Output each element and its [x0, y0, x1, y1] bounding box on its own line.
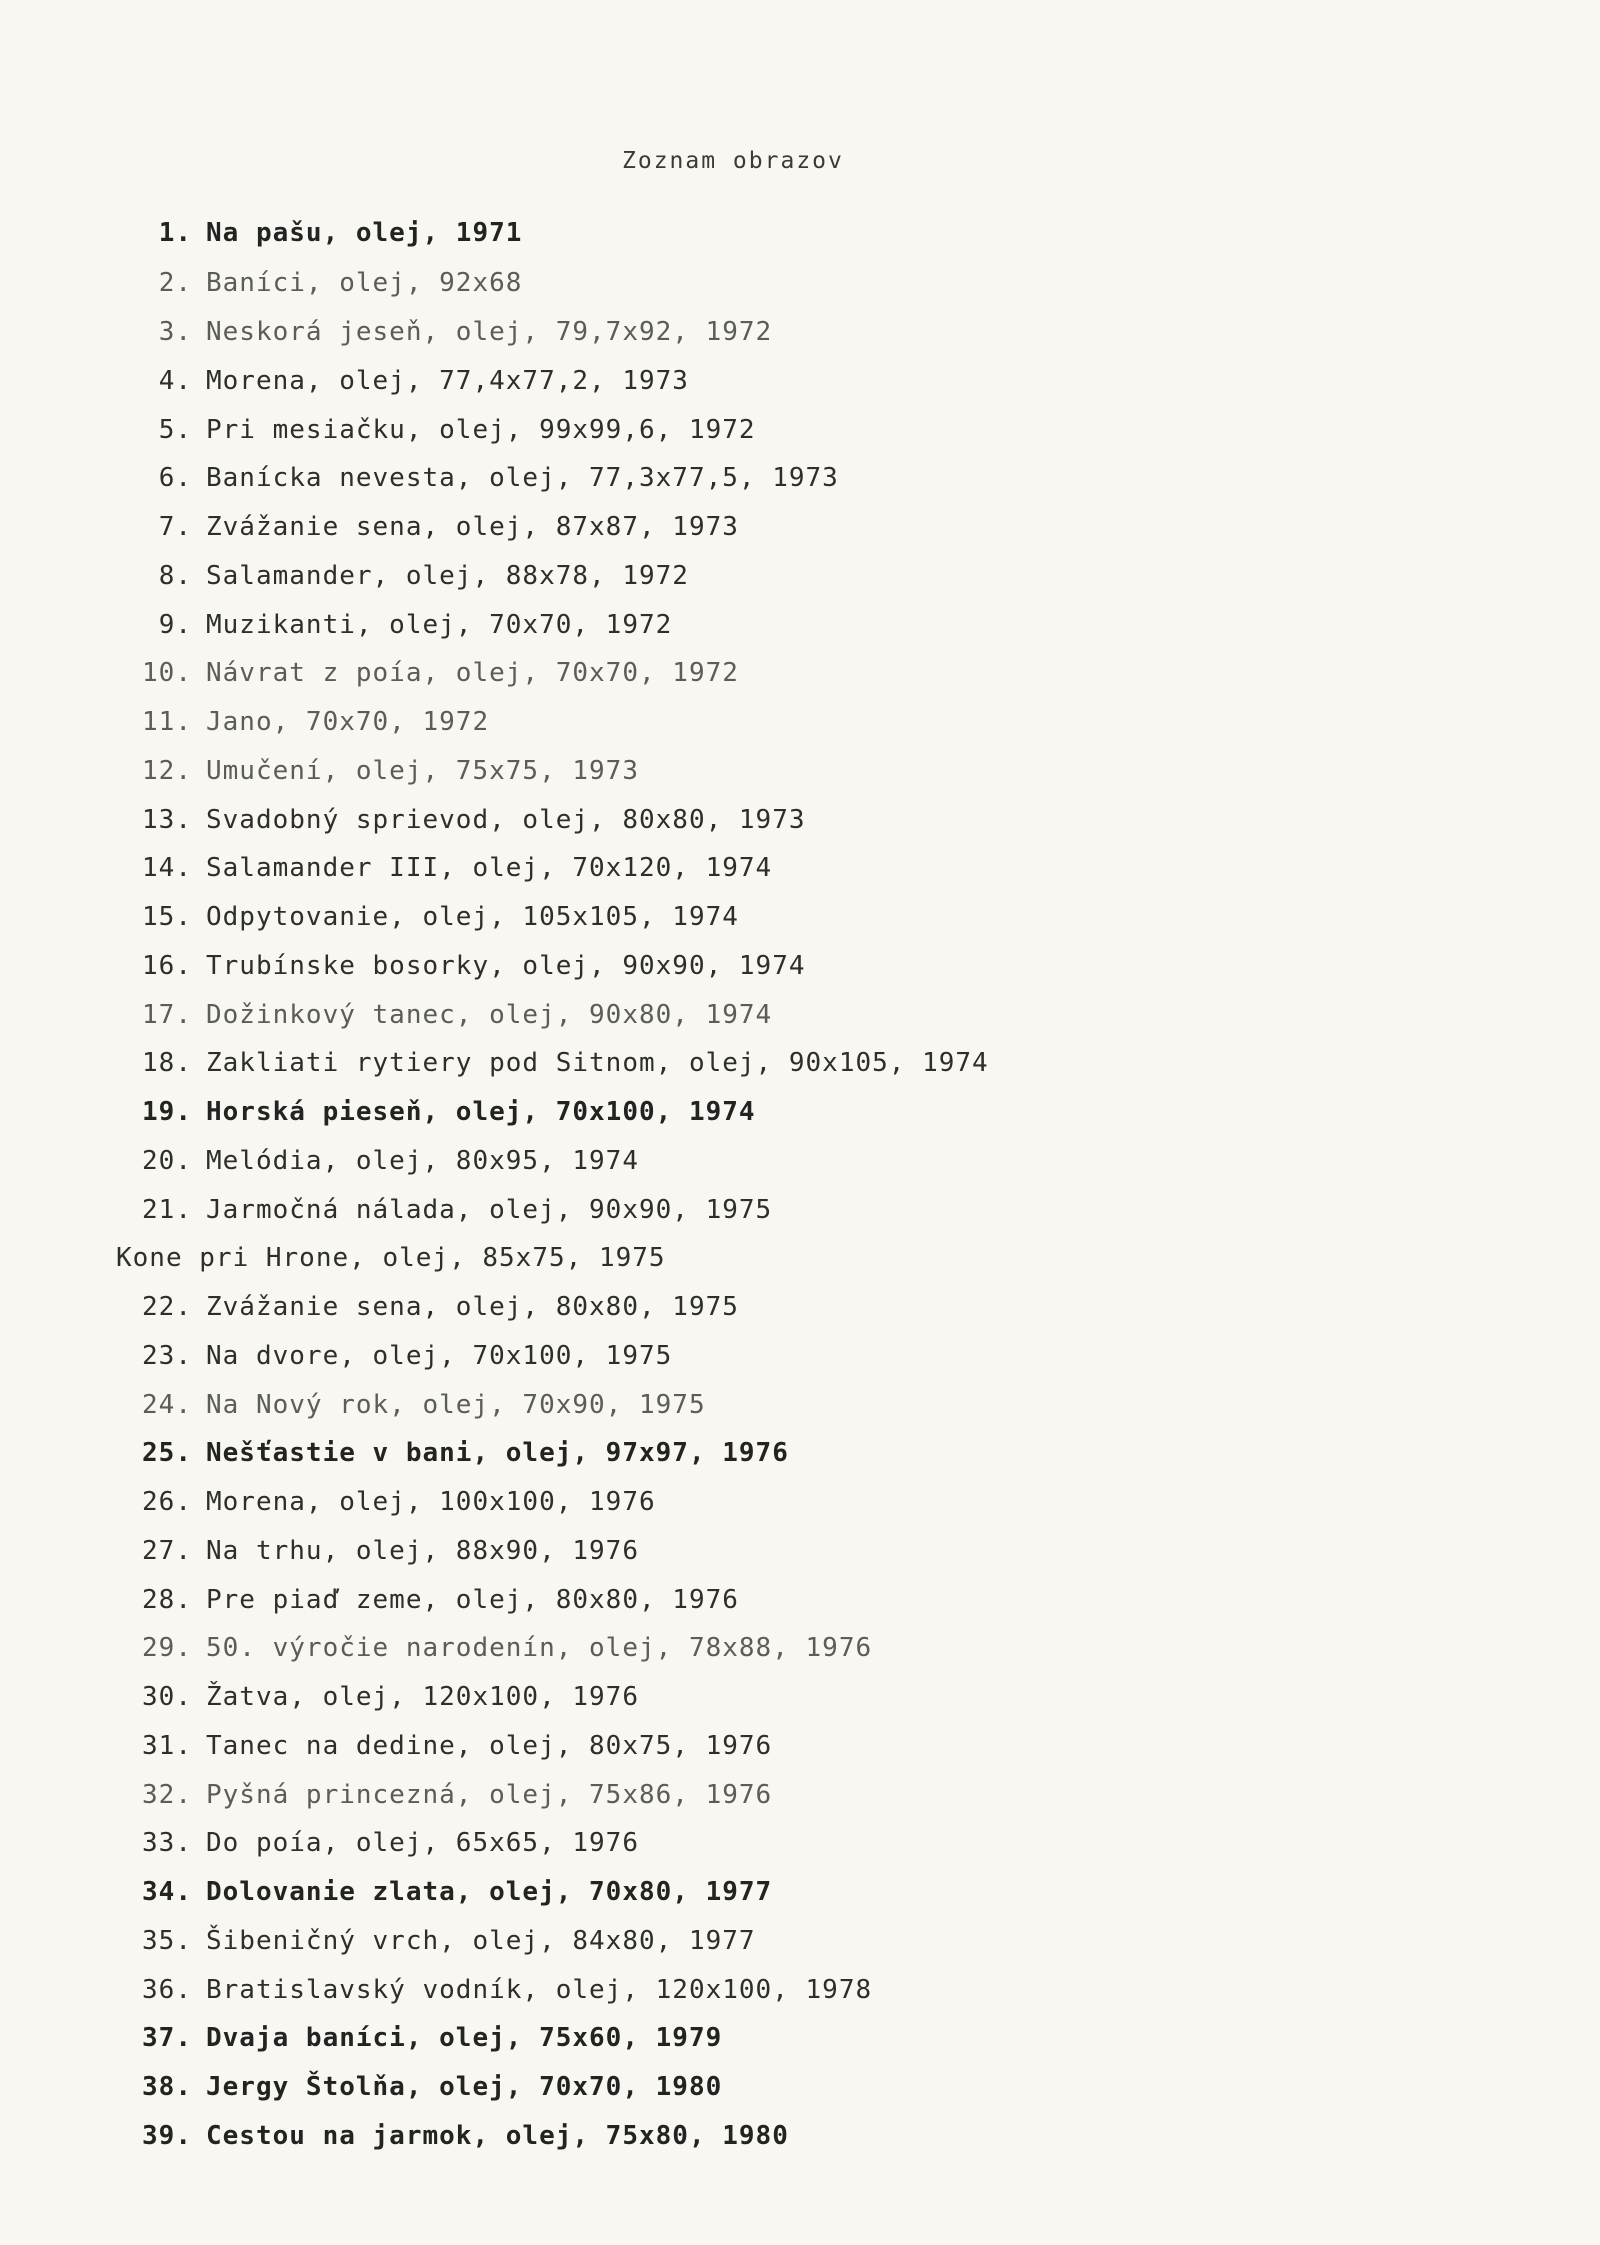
- list-item: 5. Pri mesiačku, olej, 99x99,6, 1972: [158, 415, 756, 445]
- list-item: 6. Banícka nevesta, olej, 77,3x77,5, 1973: [158, 463, 839, 493]
- list-item: 8. Salamander, olej, 88x78, 1972: [158, 561, 689, 591]
- list-item: 2. Baníci, olej, 92x68: [158, 268, 523, 298]
- list-item: 33. Do poía, olej, 65x65, 1976: [142, 1828, 639, 1858]
- list-item: 9. Muzikanti, olej, 70x70, 1972: [158, 610, 673, 640]
- list-item: 34. Dolovanie zlata, olej, 70x80, 1977: [142, 1877, 773, 1907]
- list-item: 29. 50. výročie narodenín, olej, 78x88, 1976: [142, 1633, 873, 1663]
- list-item: 14. Salamander III, olej, 70x120, 1974: [142, 853, 773, 883]
- list-item: 15. Odpytovanie, olej, 105x105, 1974: [142, 902, 739, 932]
- list-item: 10. Návrat z poía, olej, 70x70, 1972: [142, 658, 739, 688]
- list-item: 1. Na pašu, olej, 1971: [158, 218, 523, 248]
- list-item: 36. Bratislavský vodník, olej, 120x100, 1978: [142, 1975, 873, 2005]
- list-item: 35. Šibeničný vrch, olej, 84x80, 1977: [142, 1926, 756, 1956]
- list-item: 11. Jano, 70x70, 1972: [142, 707, 490, 737]
- list-item: 12. Umučení, olej, 75x75, 1973: [142, 756, 639, 786]
- list-item: 38. Jergy Štolňa, olej, 70x70, 1980: [142, 2072, 723, 2102]
- list-item: 21. Jarmočná nálada, olej, 90x90, 1975: [142, 1195, 773, 1225]
- list-item: 18. Zakliati rytiery pod Sitnom, olej, 90x105, 1974: [142, 1048, 989, 1078]
- list-item: 30. Žatva, olej, 120x100, 1976: [142, 1682, 639, 1712]
- list-item: 7. Zvážanie sena, olej, 87x87, 1973: [158, 512, 739, 542]
- list-item: 23. Na dvore, olej, 70x100, 1975: [142, 1341, 673, 1371]
- page-title: Zoznam obrazov: [622, 148, 844, 174]
- list-item: 37. Dvaja baníci, olej, 75x60, 1979: [142, 2023, 723, 2053]
- list-item: 19. Horská pieseň, olej, 70x100, 1974: [142, 1097, 756, 1127]
- list-item: 17. Dožinkový tanec, olej, 90x80, 1974: [142, 1000, 773, 1030]
- list-item: 16. Trubínske bosorky, olej, 90x90, 1974: [142, 951, 806, 981]
- list-item: 20. Melódia, olej, 80x95, 1974: [142, 1146, 639, 1176]
- list-item: 27. Na trhu, olej, 88x90, 1976: [142, 1536, 639, 1566]
- list-item: 32. Pyšná princezná, olej, 75x86, 1976: [142, 1780, 773, 1810]
- list-item: 26. Morena, olej, 100x100, 1976: [142, 1487, 656, 1517]
- list-item: 22. Zvážanie sena, olej, 80x80, 1975: [142, 1292, 739, 1322]
- list-item: 28. Pre piaď zeme, olej, 80x80, 1976: [142, 1585, 739, 1615]
- list-item: 4. Morena, olej, 77,4x77,2, 1973: [158, 366, 689, 396]
- list-item: 39. Cestou na jarmok, olej, 75x80, 1980: [142, 2121, 789, 2151]
- list-item: Kone pri Hrone, olej, 85x75, 1975: [116, 1243, 666, 1273]
- list-item: 3. Neskorá jeseň, olej, 79,7x92, 1972: [158, 317, 773, 347]
- list-item: 24. Na Nový rok, olej, 70x90, 1975: [142, 1390, 706, 1420]
- list-item: 25. Nešťastie v bani, olej, 97x97, 1976: [142, 1438, 789, 1468]
- list-item: 31. Tanec na dedine, olej, 80x75, 1976: [142, 1731, 773, 1761]
- list-item: 13. Svadobný sprievod, olej, 80x80, 1973: [142, 805, 806, 835]
